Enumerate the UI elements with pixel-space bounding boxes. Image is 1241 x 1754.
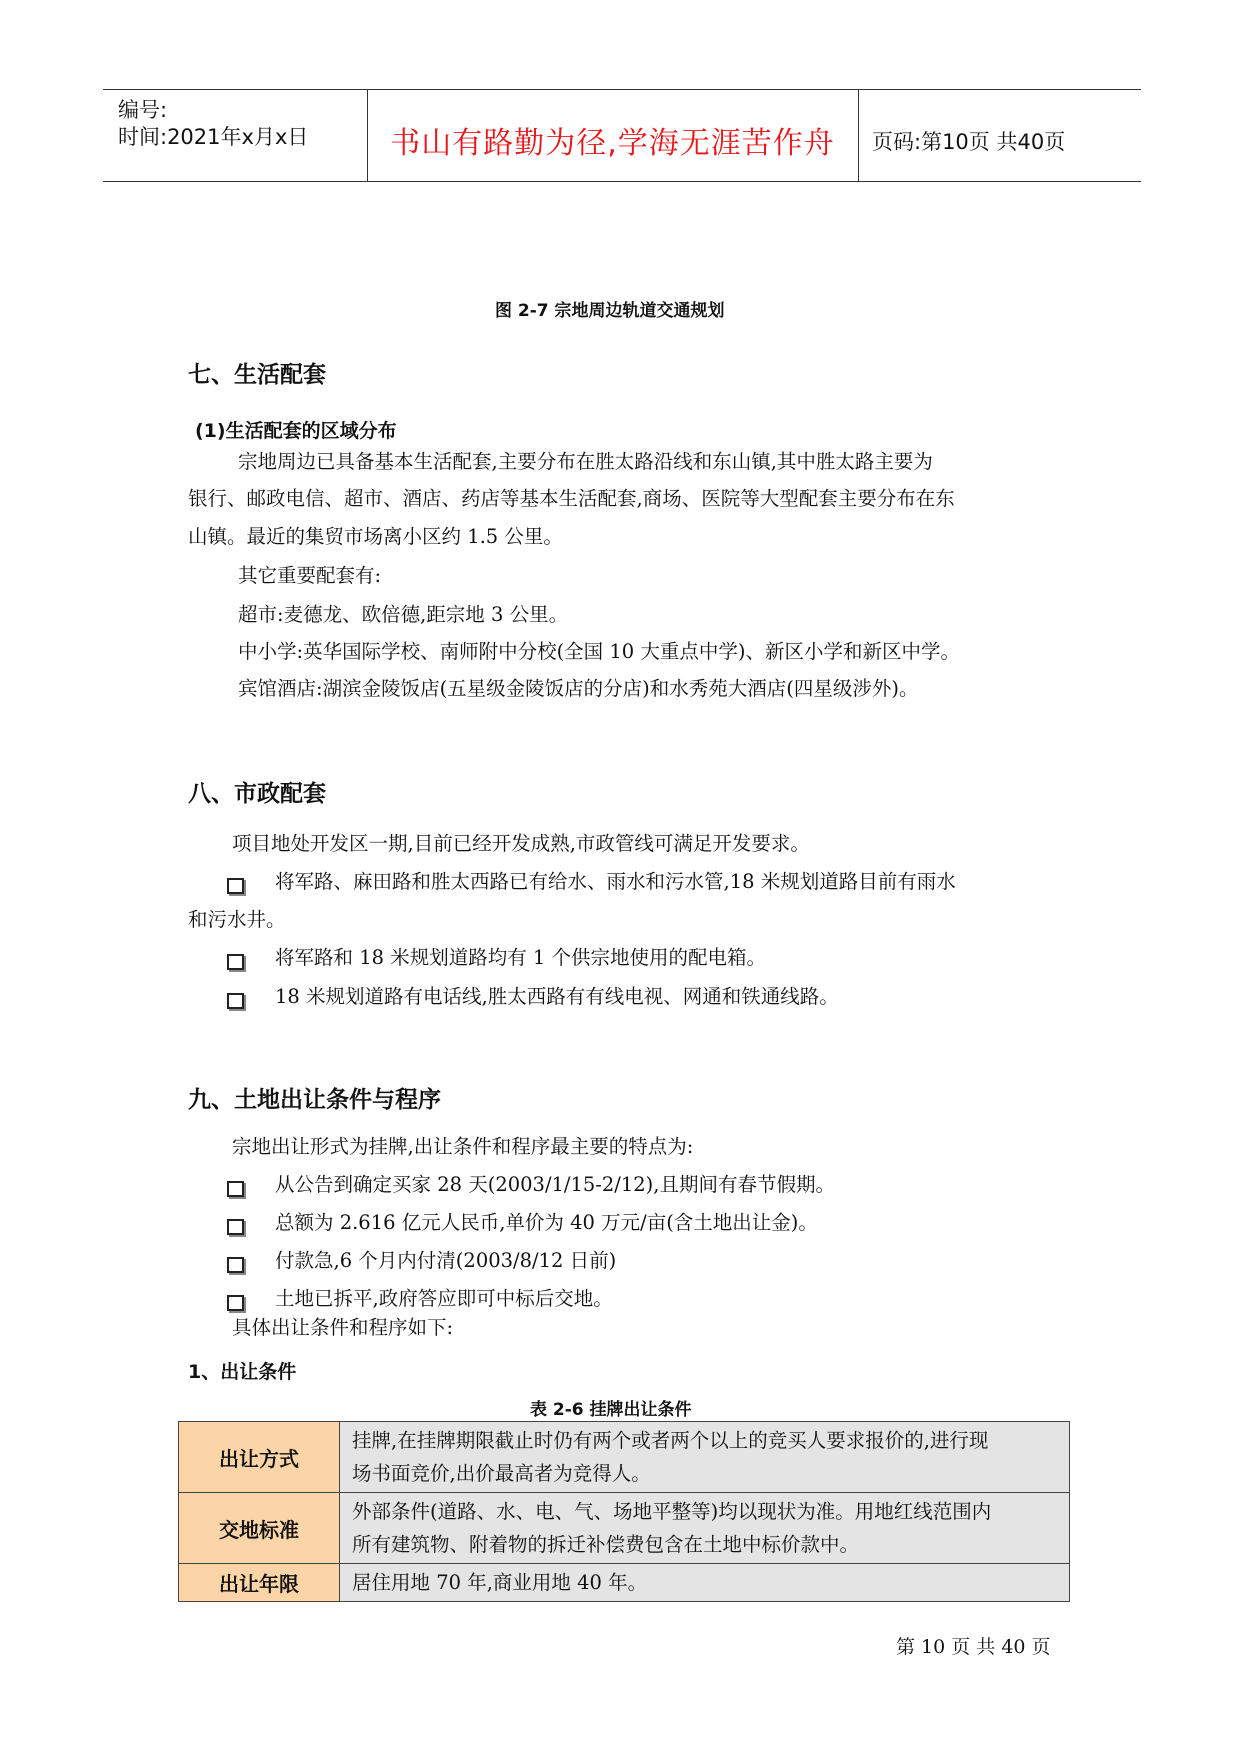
table-row	[179, 1422, 1070, 1493]
bullet-text: 将军路和 18 米规划道路均有 1 个供宗地使用的配电箱。	[275, 946, 767, 969]
checkbox-square-icon	[227, 1181, 244, 1197]
section-heading-8: 八、市政配套	[188, 781, 326, 807]
bullet-text: 从公告到确定买家 28 天(2003/1/15-2/12),且期间有春节假期。	[275, 1173, 835, 1196]
bullet-text: 总额为 2.616 亿元人民币,单价为 40 万元/亩(含土地出让金)。	[275, 1211, 818, 1234]
header-top-rule	[103, 89, 1141, 90]
header-bottom-rule	[103, 181, 1141, 182]
bullet-text: 将军路、麻田路和胜太西路已有给水、雨水和污水管,18 米规划道路目前有雨水	[275, 870, 956, 893]
table-value-cell	[340, 1493, 1070, 1564]
bullet-text-continuation: 和污水井。	[188, 908, 286, 931]
header-number-label: 编号:	[118, 98, 168, 122]
header-page-label: 页码:第10页 共40页	[872, 130, 1066, 154]
table-row	[179, 1493, 1070, 1564]
paragraph-line: 山镇。最近的集贸市场离小区约 1.5 公里。	[188, 525, 563, 548]
transfer-conditions-table	[178, 1421, 1070, 1602]
table-value-line: 居住用地 70 年,商业用地 40 年。	[352, 1571, 648, 1594]
table-caption: 表 2-6 挂牌出让条件	[530, 1400, 692, 1420]
table-value-cell	[340, 1422, 1070, 1493]
checkbox-square-icon	[227, 1295, 244, 1311]
table-key-cell: 出让年限	[179, 1564, 340, 1602]
bullet-text: 18 米规划道路有电话线,胜太西路有有线电视、网通和铁通线路。	[275, 985, 839, 1008]
paragraph-line: 超市:麦德龙、欧倍德,距宗地 3 公里。	[238, 603, 569, 626]
paragraph-line: 宗地出让形式为挂牌,出让条件和程序最主要的特点为:	[232, 1135, 694, 1158]
paragraph-line: 宗地周边已具备基本生活配套,主要分布在胜太路沿线和东山镇,其中胜太路主要为	[238, 450, 933, 473]
table-key-cell: 出让方式	[179, 1422, 340, 1493]
table-value-line: 所有建筑物、附着物的拆迁补偿费包含在土地中标价款中。	[352, 1533, 860, 1556]
paragraph-line: 项目地处开发区一期,目前已经开发成熟,市政管线可满足开发要求。	[232, 832, 810, 855]
checkbox-square-icon	[227, 1257, 244, 1273]
table-value-line: 场书面竞价,出价最高者为竞得人。	[352, 1462, 651, 1485]
header-divider-right	[858, 89, 859, 181]
checkbox-square-icon	[227, 878, 244, 894]
checkbox-square-icon	[227, 993, 244, 1009]
paragraph-line: 宾馆酒店:湖滨金陵饭店(五星级金陵饭店的分店)和水秀苑大酒店(四星级涉外)。	[238, 677, 919, 700]
header-time-label: 时间:2021年x月x日	[118, 125, 309, 149]
section-heading-7: 七、生活配套	[188, 362, 326, 388]
paragraph-line: 中小学:英华国际学校、南师附中分校(全国 10 大重点中学)、新区小学和新区中学。	[238, 640, 960, 663]
bullet-text: 土地已拆平,政府答应即可中标后交地。	[275, 1287, 613, 1310]
figure-caption: 图 2-7 宗地周边轨道交通规划	[495, 301, 725, 321]
page-footer: 第 10 页 共 40 页	[896, 1636, 1051, 1658]
section7-sub-heading: (1)生活配套的区域分布	[195, 420, 397, 442]
section9-sub-heading: 1、出让条件	[188, 1361, 297, 1383]
table-value-line: 外部条件(道路、水、电、气、场地平整等)均以现状为准。用地红线范围内	[352, 1500, 992, 1523]
paragraph-line: 具体出让条件和程序如下:	[232, 1316, 454, 1339]
table-value-cell	[340, 1564, 1070, 1602]
checkbox-square-icon	[227, 1219, 244, 1235]
paragraph-line: 其它重要配套有:	[238, 564, 382, 587]
section-heading-9: 九、土地出让条件与程序	[188, 1087, 441, 1113]
table-row	[179, 1564, 1070, 1602]
bullet-text: 付款急,6 个月内付清(2003/8/12 日前)	[275, 1249, 617, 1272]
checkbox-square-icon	[227, 954, 244, 970]
header-motto: 书山有路勤为径,学海无涯苦作舟	[390, 126, 835, 161]
table-key-cell: 交地标准	[179, 1493, 340, 1564]
paragraph-line: 银行、邮政电信、超市、酒店、药店等基本生活配套,商场、医院等大型配套主要分布在东	[188, 487, 955, 510]
table-value-line: 挂牌,在挂牌期限截止时仍有两个或者两个以上的竞买人要求报价的,进行现	[352, 1429, 989, 1452]
